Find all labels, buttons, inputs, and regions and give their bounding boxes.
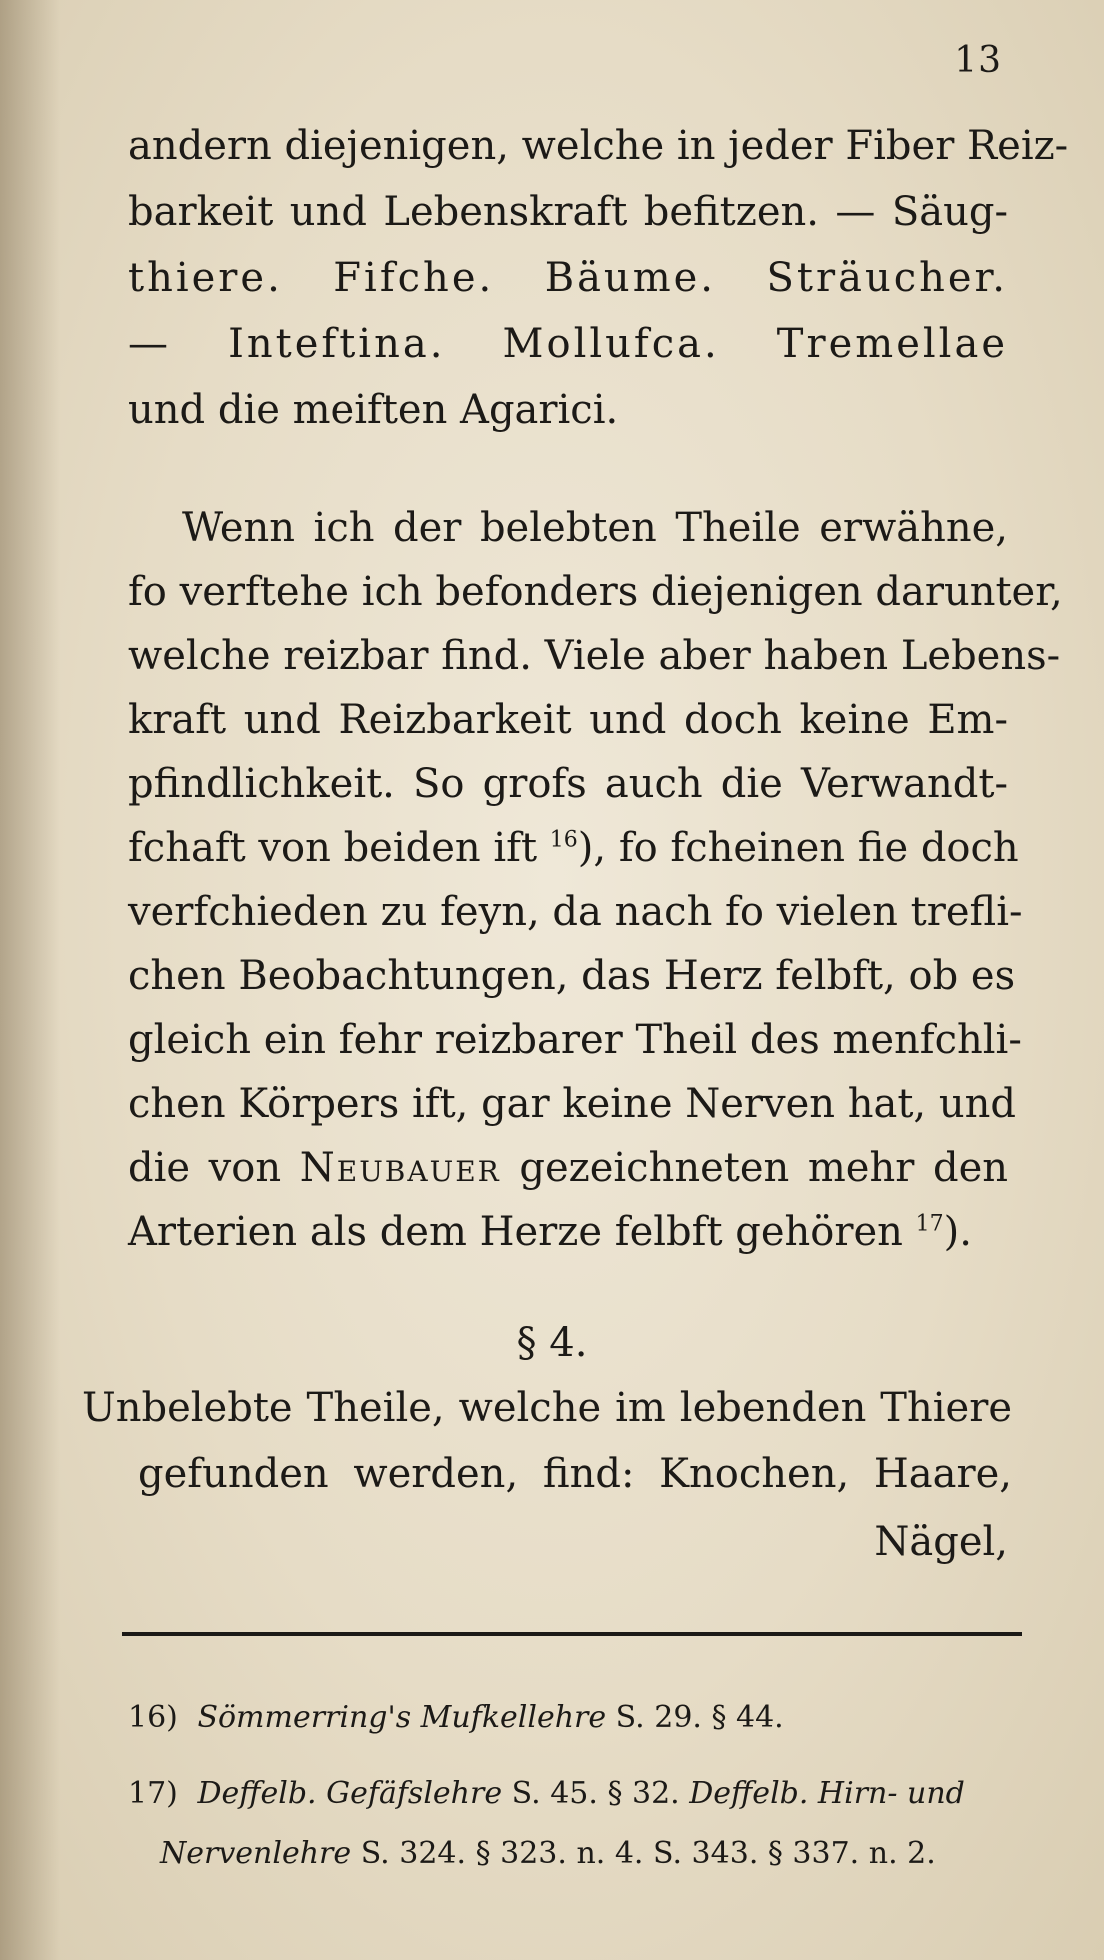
text-fragment: fchaft von beiden ift (128, 825, 538, 871)
text-line: andern diejenigen, welche in jeder Fiber Reiz- (128, 123, 1069, 169)
footnote-ref-16: 16 (549, 827, 578, 853)
footnote-title: Sömmerring's Mufkellehre (197, 1700, 607, 1735)
text-line (128, 820, 1019, 876)
footnote-16 (128, 1700, 784, 1735)
text-line (128, 1204, 1008, 1260)
text-line: chen Körpers ift, gar keine Nerven hat, und (128, 1081, 1016, 1127)
footnote-separator-rule (122, 1632, 1022, 1636)
footnote-reference: S. 29. § 44. (615, 1700, 784, 1735)
text-line: verfchieden zu feyn, da nach fo vielen trefli- (128, 889, 1023, 935)
page-number: 13 (954, 40, 1002, 81)
text-fragment: ), fo fcheinen fie doch (577, 825, 1019, 871)
author-name: Neubauer (299, 1145, 501, 1191)
footnote-17-continued (160, 1836, 936, 1871)
footnote-title: Deffelb. Gefäfslehre (197, 1776, 503, 1811)
text-fragment: Arterien als dem Herze felbft gehören (128, 1209, 903, 1255)
catchword: Nägel, (874, 1519, 1008, 1565)
text-fragment: gezeichneten mehr den (519, 1145, 1009, 1191)
footnote-number: 16) (128, 1700, 178, 1735)
footnote-number: 17) (128, 1776, 178, 1811)
text-line: chen Beobachtungen, das Herz felbft, ob es (128, 953, 1016, 999)
text-line: thiere. Fifche. Bäume. Sträucher. (128, 255, 1008, 301)
section-heading: § 4. (516, 1320, 588, 1366)
footnote-17 (128, 1776, 965, 1811)
text-fragment: ). (943, 1209, 972, 1255)
text-line: barkeit und Lebenskraft befitzen. — Säug- (128, 189, 1008, 235)
page-gutter-shadow (0, 0, 60, 1960)
footnote-ref-17: 17 (915, 1211, 944, 1237)
text-line: gefunden werden, find: Knochen, Haare, (138, 1451, 1012, 1497)
text-line: und die meiften Agarici. (128, 387, 619, 433)
text-line: Unbelebte Theile, welche im lebenden Thiere (82, 1385, 1012, 1431)
text-line: fo verftehe ich befonders diejenigen darunter, (128, 569, 1063, 615)
text-line: gleich ein fehr reizbarer Theil des menfchli- (128, 1017, 1022, 1063)
footnote-title: Deffelb. Hirn- und (689, 1776, 965, 1811)
text-line: — Inteftina. Mollufca. Tremellae (128, 321, 1008, 367)
footnote-reference: S. 45. § 32. (511, 1776, 680, 1811)
text-fragment: die von (128, 1145, 282, 1191)
text-line: welche reizbar find. Viele aber haben Lebens- (128, 633, 1061, 679)
text-line: Wenn ich der belebten Theile erwähne, (182, 505, 1008, 551)
footnote-title: Nervenlehre (160, 1836, 352, 1871)
text-line: kraft und Reizbarkeit und doch keine Em- (128, 697, 1008, 743)
footnote-reference: S. 324. § 323. n. 4. S. 343. § 337. n. 2. (360, 1836, 936, 1871)
text-line: pfindlichkeit. So grofs auch die Verwandt- (128, 761, 1008, 807)
text-line (128, 1140, 1008, 1196)
